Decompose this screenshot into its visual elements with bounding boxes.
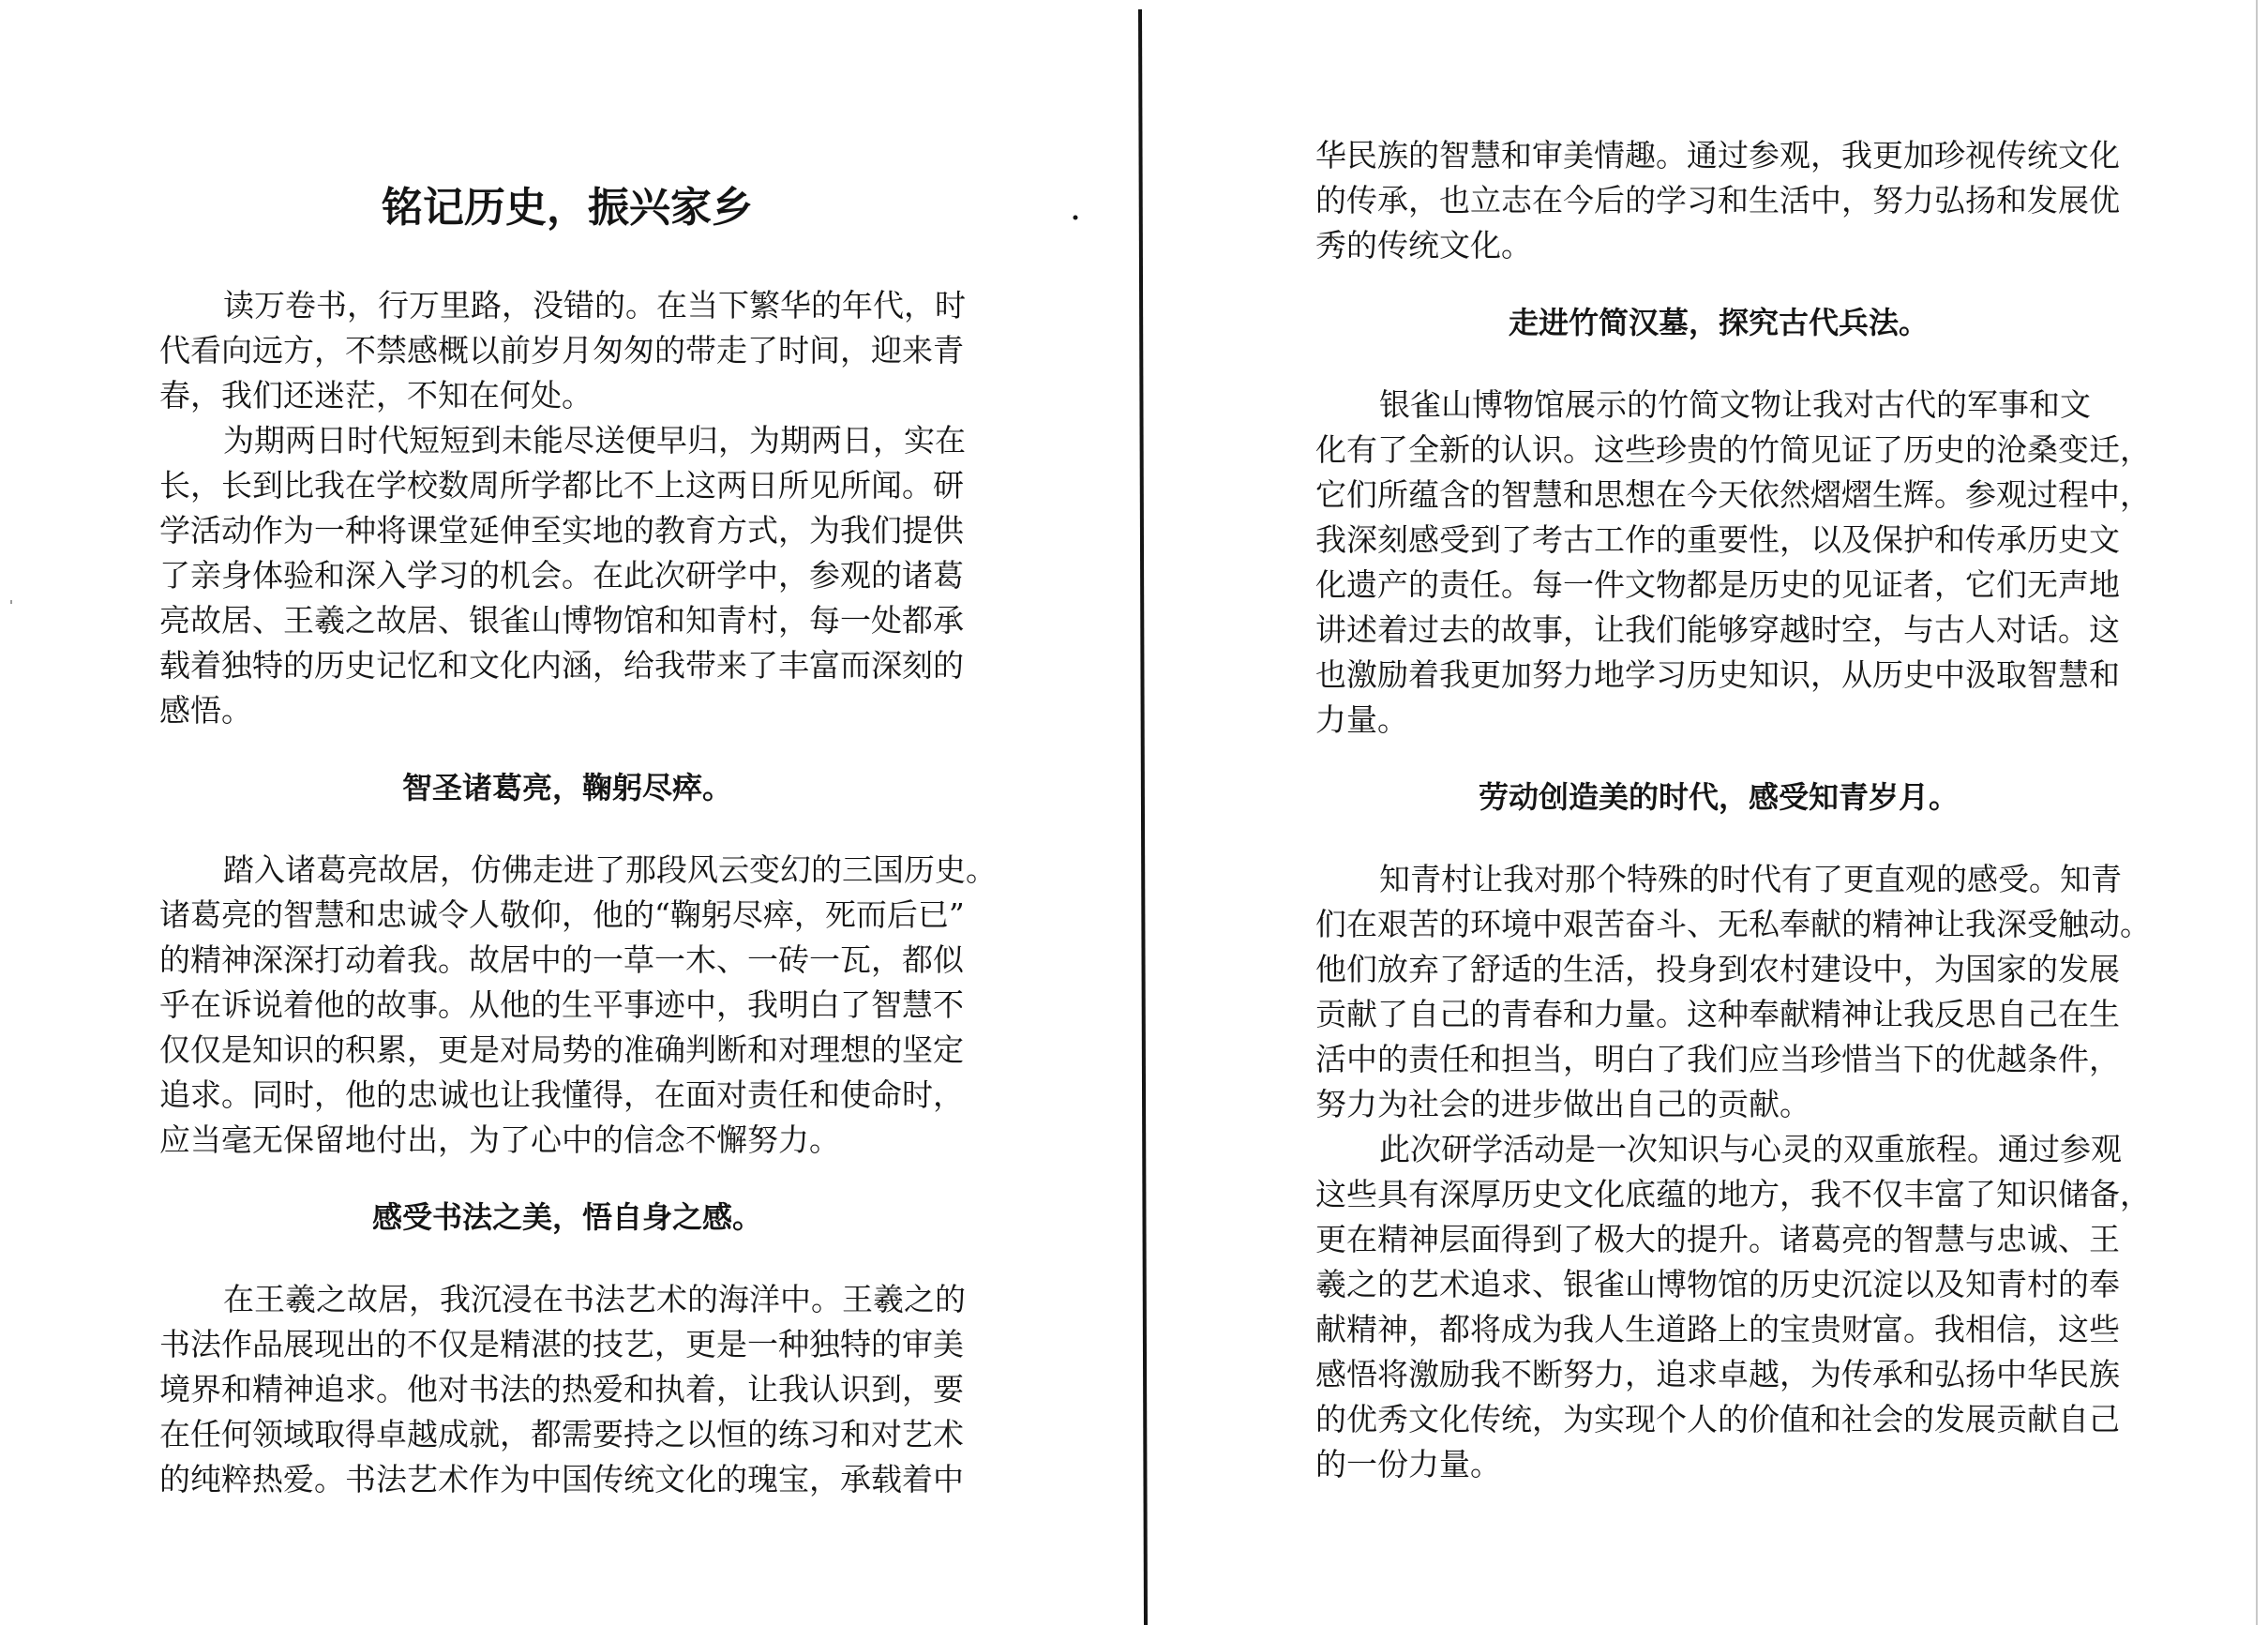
text-line: 力量。 xyxy=(1315,701,1408,738)
text-line: 春，我们还迷茫，不知在何处。 xyxy=(159,377,593,414)
text-line: 书法作品展现出的不仅是精湛的技艺，更是一种独特的审美 xyxy=(159,1326,964,1362)
text-line: 我深刻感受到了考古工作的重要性，以及保护和传承历史文 xyxy=(1315,521,2120,558)
text-line: 乎在诉说着他的故事。从他的生平事迹中，我明白了智慧不 xyxy=(159,986,964,1023)
text-line: 追求。同时，他的忠诚也让我懂得，在面对责任和使命时， xyxy=(159,1076,964,1113)
paragraph xyxy=(1315,857,2151,1127)
text-line: 感悟将激励我不断努力，追求卓越，为传承和弘扬中华民族 xyxy=(1315,1356,2120,1392)
text-line: 它们所蕴含的智慧和思想在今天依然熠熠生辉。参观过程中， xyxy=(1315,476,2151,513)
text-line: 踏入诸葛亮故居，仿佛走进了那段风云变幻的三国历史。 xyxy=(223,851,997,888)
text-line: 的优秀文化传统，为实现个人的价值和社会的发展贡献自己 xyxy=(1315,1401,2120,1437)
text-line: 华民族的智慧和审美情趣。通过参观，我更加珍视传统文化 xyxy=(1315,137,2120,173)
text-line: 羲之的艺术追求、银雀山博物馆的历史沉淀以及知青村的奉 xyxy=(1315,1266,2120,1302)
text-line: 为期两日时代短短到未能尽送便早归，为期两日，实在 xyxy=(223,422,966,459)
text-line: 秀的传统文化。 xyxy=(1315,227,1532,263)
text-line: 载着独特的历史记忆和文化内涵，给我带来了丰富而深刻的 xyxy=(159,647,964,684)
paragraph xyxy=(159,283,975,418)
text-line: 他们放弃了舒适的生活，投身到农村建设中，为国家的发展 xyxy=(1315,951,2120,987)
scan-speck xyxy=(10,600,12,604)
text-line: 们在艰苦的环境中艰苦奋斗、无私奉献的精神让我深受触动。 xyxy=(1315,906,2151,942)
section-heading: 劳动创造美的时代，感受知青岁月。 xyxy=(1478,779,1959,815)
text-line: 讲述着过去的故事，让我们能够穿越时空，与古人对话。这 xyxy=(1315,611,2120,648)
paragraph xyxy=(1315,133,2122,268)
text-line: 长，长到比我在学校数周所学都比不上这两日所见所闻。研 xyxy=(159,467,964,504)
left-page xyxy=(159,182,997,1502)
text-line: 诸葛亮的智慧和忠诚令人敬仰，他的“鞠躬尽瘁，死而后已” xyxy=(159,896,965,933)
text-line: 应当毫无保留地付出，为了心中的信念不懈努力。 xyxy=(159,1121,840,1158)
text-line: 境界和精神追求。他对书法的热爱和执着，让我认识到，要 xyxy=(159,1371,964,1407)
section-heading: 智圣诸葛亮，鞠躬尽瘁。 xyxy=(401,770,732,805)
text-line: 在任何领域取得卓越成就，都需要持之以恒的练习和对艺术 xyxy=(159,1416,964,1452)
document-title: 铭记历史，振兴家乡 xyxy=(382,184,753,232)
text-line: 在王羲之故居，我沉浸在书法艺术的海洋中。王羲之的 xyxy=(223,1281,966,1317)
text-line: 读万卷书，行万里路，没错的。在当下繁华的年代，时 xyxy=(223,287,966,323)
paragraph xyxy=(159,418,975,733)
section-heading: 走进竹简汉墓，探究古代兵法。 xyxy=(1508,305,1929,340)
text-line: 献精神，都将成为我人生道路上的宝贵财富。我相信，这些 xyxy=(1315,1311,2120,1347)
text-line: 仅仅是知识的积累，更是对局势的准确判断和对理想的坚定 xyxy=(159,1031,964,1068)
section-heading: 感受书法之美，悟自身之感。 xyxy=(371,1199,762,1235)
text-line: 努力为社会的进步做出自己的贡献。 xyxy=(1315,1086,1810,1122)
text-line: 这些具有深厚历史文化底蕴的地方，我不仅丰富了知识储备， xyxy=(1315,1176,2151,1212)
text-line: 知青村让我对那个特殊的时代有了更直观的感受。知青 xyxy=(1379,861,2122,897)
right-page xyxy=(1315,133,2151,1487)
text-line: 活中的责任和担当，明白了我们应当珍惜当下的优越条件， xyxy=(1315,1041,2120,1077)
text-line: 的精神深深打动着我。故居中的一草一木、一砖一瓦，都似 xyxy=(159,941,964,978)
text-line: 的纯粹热爱。书法艺术作为中国传统文化的瑰宝，承载着中 xyxy=(159,1461,964,1497)
text-line: 感悟。 xyxy=(159,692,252,729)
text-line: 学活动作为一种将课堂延伸至实地的教育方式，为我们提供 xyxy=(159,512,964,549)
paragraph xyxy=(159,1277,975,1502)
text-line: 了亲身体验和深入学习的机会。在此次研学中，参观的诸葛 xyxy=(159,557,964,594)
paragraph xyxy=(1315,383,2151,743)
paragraph xyxy=(1315,1127,2151,1487)
scan-speck xyxy=(1074,216,1078,220)
center-fold-line xyxy=(1140,9,1146,1625)
text-line: 代看向远方，不禁感概以前岁月匆匆的带走了时间，迎来青 xyxy=(159,332,964,369)
text-line: 也激励着我更加努力地学习历史知识，从历史中汲取智慧和 xyxy=(1315,656,2120,693)
text-line: 贡献了自己的青春和力量。这种奉献精神让我反思自己在生 xyxy=(1315,996,2120,1032)
paragraph xyxy=(159,848,997,1163)
text-line: 的传承，也立志在今后的学习和生活中，努力弘扬和发展优 xyxy=(1315,182,2120,218)
text-line: 的一份力量。 xyxy=(1315,1446,1501,1482)
text-line: 化遗产的责任。每一件文物都是历史的见证者，它们无声地 xyxy=(1315,566,2120,603)
text-line: 亮故居、王羲之故居、银雀山博物馆和知青村，每一处都承 xyxy=(159,602,964,639)
text-line: 化有了全新的认识。这些珍贵的竹简见证了历史的沧桑变迁， xyxy=(1315,431,2151,468)
text-line: 更在精神层面得到了极大的提升。诸葛亮的智慧与忠诚、王 xyxy=(1315,1221,2120,1257)
text-line: 银雀山博物馆展示的竹简文物让我对古代的军事和文 xyxy=(1379,386,2091,423)
text-line: 此次研学活动是一次知识与心灵的双重旅程。通过参观 xyxy=(1379,1131,2122,1167)
